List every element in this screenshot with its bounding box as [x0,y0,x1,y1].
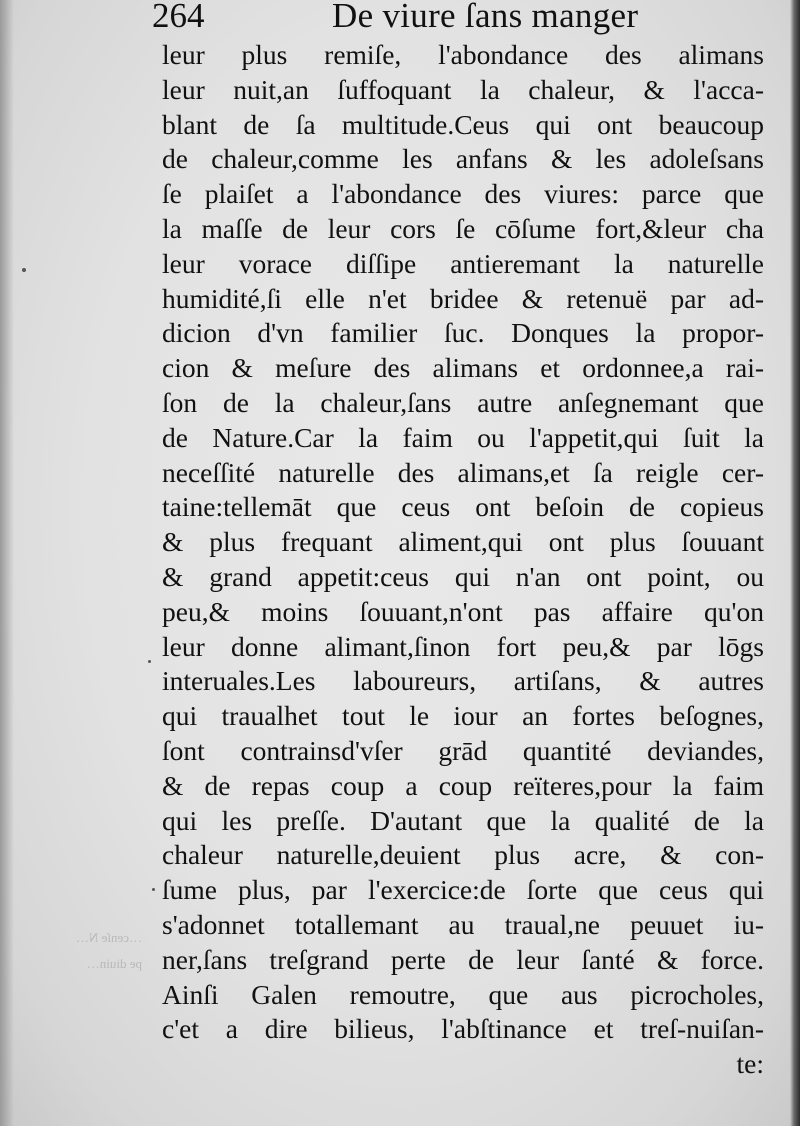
text-line: qui traualhet tout le iour an fortes beſognes, [162,700,764,732]
paper-speck [22,268,26,272]
text-line: dicion d'vn familier ſuc. Donques la propor- [162,317,764,349]
text-line: ſont contrainsd'vſer grād quantité deviandes, [162,734,764,766]
bleed-through-line: pe diuin… [86,956,142,971]
text-line: ſe plaiſet a l'abondance des viures: parce que [162,178,764,210]
bleed-through-text [2,925,142,977]
text-line: blant de ſa multitude.Ceus qui ont beaucoup [162,108,764,140]
text-line: s'adonnet totallemant au traual,ne peuuet iu- [162,908,764,940]
text-line: peu,& moins ſouuant,n'ont pas affaire qu'on [162,595,764,627]
text-line: de Nature.Car la faim ou l'appetit,qui ſuit la [162,421,764,453]
text-line: cion & meſure des alimans et ordonnee,a rai- [162,352,764,384]
text-line: ſon de la chaleur,ſans autre anſegnemant que [162,386,764,418]
bleed-through-line: …cenſe N… [75,930,142,945]
text-line: chaleur naturelle,deuient plus acre, & con- [162,839,764,871]
paper-speck [152,888,155,891]
text-line: humidité,ſi elle n'et bridee & retenuë par ad- [162,282,764,314]
text-line: leur nuit,an ſuffoquant la chaleur, & l'acca- [162,73,764,105]
text-line: de chaleur,comme les anfans & les adoleſsans [162,143,764,175]
text-line: qui les preſſe. D'autant que la qualité de la [162,804,764,836]
text-line: interuales.Les laboureurs, artiſans, & autres [162,665,764,697]
text-line: leur donne alimant,ſinon fort peu,& par lōgs [162,630,764,662]
text-line: ner,ſans treſgrand perte de leur ſanté & force. [162,943,764,975]
text-line: ſume plus, par l'exercice:de ſorte que ceus qui [162,874,764,906]
page-edge [790,0,800,1126]
text-line: & de repas coup a coup reïteres,pour la faim [162,769,764,801]
catchword: te: [736,1048,764,1080]
paper-speck [148,660,151,663]
running-head: De viure ſans manger [332,0,639,35]
text-line: c'et a dire bilieus, l'abſtinance et treſ-nuiſan- [162,1013,764,1045]
text-line: & plus frequant aliment,qui ont plus ſouuant [162,526,764,558]
text-line: & grand appetit:ceus qui n'an ont point, ou [162,560,764,592]
page-header [152,0,712,38]
text-line: leur plus remiſe, l'abondance des alimans [162,39,764,70]
text-line: neceſſité naturelle des alimans,et ſa reigle cer- [162,456,764,488]
text-line: la maſſe de leur cors ſe cōſume fort,&leur cha [162,212,764,244]
text-line: leur vorace diſſipe antieremant la naturelle [162,247,764,279]
text-line: taine:tellemāt que ceus ont beſoin de copieus [162,491,764,523]
page-number: 264 [152,0,205,35]
text-line: Ainſi Galen remoutre, que aus picrocholes, [162,978,764,1010]
body-text [162,38,764,1082]
